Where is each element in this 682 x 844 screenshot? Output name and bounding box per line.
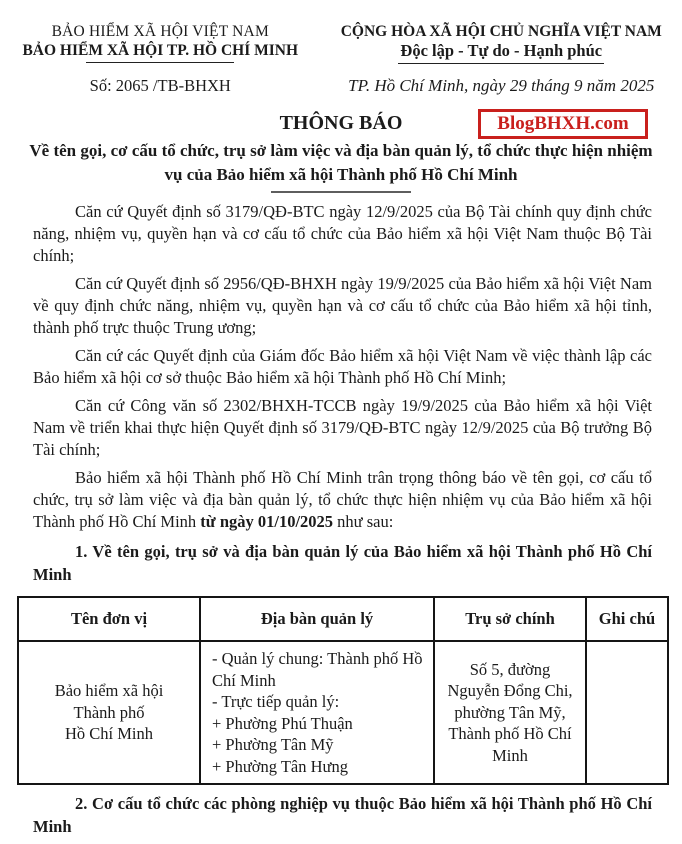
unit-name-line: Bảo hiểm xã hội — [54, 681, 164, 701]
blog-watermark-badge: BlogBHXH.com — [478, 109, 648, 139]
org-structure-table — [17, 596, 669, 785]
col-header-headquarters: Trụ sở chính — [434, 597, 586, 641]
note-cell — [586, 641, 668, 784]
subtitle-divider — [271, 191, 411, 193]
issuing-org-block — [0, 22, 321, 96]
legal-basis-paragraph: Căn cứ Quyết định số 2956/QĐ-BHXH ngày 19/9/2025 của Bảo hiểm xã hội Việt Nam về quy định chức năng, nhiệm vụ, quyền hạn và cơ cấu tổ chức của Bảo hiểm xã hội tỉnh, thành phố trực thuộc Trung ương; — [33, 274, 652, 337]
headquarters-cell: Số 5, đường Nguyễn Đổng Chi, phường Tân Mỹ, Thành phố Hồ Chí Minh — [434, 641, 586, 784]
section-1-heading: 1. Về tên gọi, trụ sở và địa bàn quản lý của Bảo hiểm xã hội Thành phố Hồ Chí Minh — [33, 542, 652, 584]
document-body — [0, 201, 682, 586]
legal-basis-paragraph: Căn cứ Công văn số 2302/BHXH-TCCB ngày 19/9/2025 của Bảo hiểm xã hội Việt Nam về triển khai thực hiện Quyết định số 3179/QĐ-BTC ngày 12/9/2025 của Bộ trưởng Bộ Tài chính; — [33, 396, 652, 459]
announcement-prefix: Bảo hiểm xã hội Thành phố Hồ Chí Minh trân trọng thông báo về tên gọi, cơ cấu tổ chức, trụ sở làm việc và địa bàn quản lý, tổ chức thực hiện nhiệm vụ của Bảo hiểm xã hội Thành phố Hồ Chí Minh — [33, 468, 652, 531]
org-name-underline — [86, 62, 234, 63]
management-line: - Trực tiếp quản lý: — [212, 692, 340, 711]
national-header-block — [321, 22, 682, 96]
legal-basis-paragraph: Căn cứ Quyết định số 3179/QĐ-BTC ngày 12/9/2025 của Bộ Tài chính quy định chức năng, nhiệm vụ, quyền hạn và cơ cấu tổ chức của Bảo hiểm xã hội Việt Nam thuộc Bộ Tài chính; — [33, 202, 652, 265]
unit-name-line: Hồ Chí Minh — [64, 724, 153, 744]
unit-name-line: Thành phố — [73, 702, 145, 722]
national-motto: Độc lập - Tự do - Hạnh phúc — [398, 41, 604, 64]
document-subtitle: Về tên gọi, cơ cấu tổ chức, trụ sở làm việc và địa bàn quản lý, tổ chức thực hiện nhiệm vụ của Bảo hiểm xã hội Thành phố Hồ Chí Minh — [29, 141, 653, 184]
management-line: + Phường Phú Thuận — [212, 713, 353, 733]
table-header-row — [18, 597, 668, 641]
effective-date: từ ngày 01/10/2025 — [200, 512, 334, 531]
management-line: + Phường Tân Hưng — [212, 756, 348, 776]
legal-basis-paragraph: Căn cứ các Quyết định của Giám đốc Bảo hiểm xã hội Việt Nam về việc thành lập các Bảo hiểm xã hội cơ sở thuộc Bảo hiểm xã hội Thành phố Hồ Chí Minh; — [33, 346, 652, 387]
announcement-suffix: như sau: — [333, 512, 394, 531]
document-body-continued — [0, 792, 682, 838]
management-line: + Phường Tân Mỹ — [212, 735, 334, 754]
col-header-note: Ghi chú — [586, 597, 668, 641]
issuing-org-name: BẢO HIỂM XÃ HỘI TP. HỒ CHÍ MINH — [22, 42, 299, 59]
document-title: THÔNG BÁO — [279, 112, 403, 134]
table-row — [18, 641, 668, 784]
national-title: CỘNG HÒA XÃ HỘI CHỦ NGHĨA VIỆT NAM — [340, 23, 662, 40]
document-header — [0, 22, 682, 96]
col-header-management-area: Địa bàn quản lý — [200, 597, 434, 641]
document-number: Số: 2065 /TB-BHXH — [89, 76, 231, 95]
management-area-cell — [200, 641, 434, 784]
col-header-unit-name: Tên đơn vị — [18, 597, 200, 641]
management-line: - Quản lý chung: Thành phố Hồ Chí Minh — [212, 649, 423, 690]
announcement-paragraph — [33, 467, 652, 533]
unit-name-cell — [18, 641, 200, 784]
place-and-date: TP. Hồ Chí Minh, ngày 29 tháng 9 năm 2025 — [348, 76, 655, 95]
section-2-heading: 2. Cơ cấu tổ chức các phòng nghiệp vụ thuộc Bảo hiểm xã hội Thành phố Hồ Chí Minh — [33, 794, 652, 836]
parent-org-name: BẢO HIỂM XÃ HỘI VIỆT NAM — [51, 23, 269, 40]
